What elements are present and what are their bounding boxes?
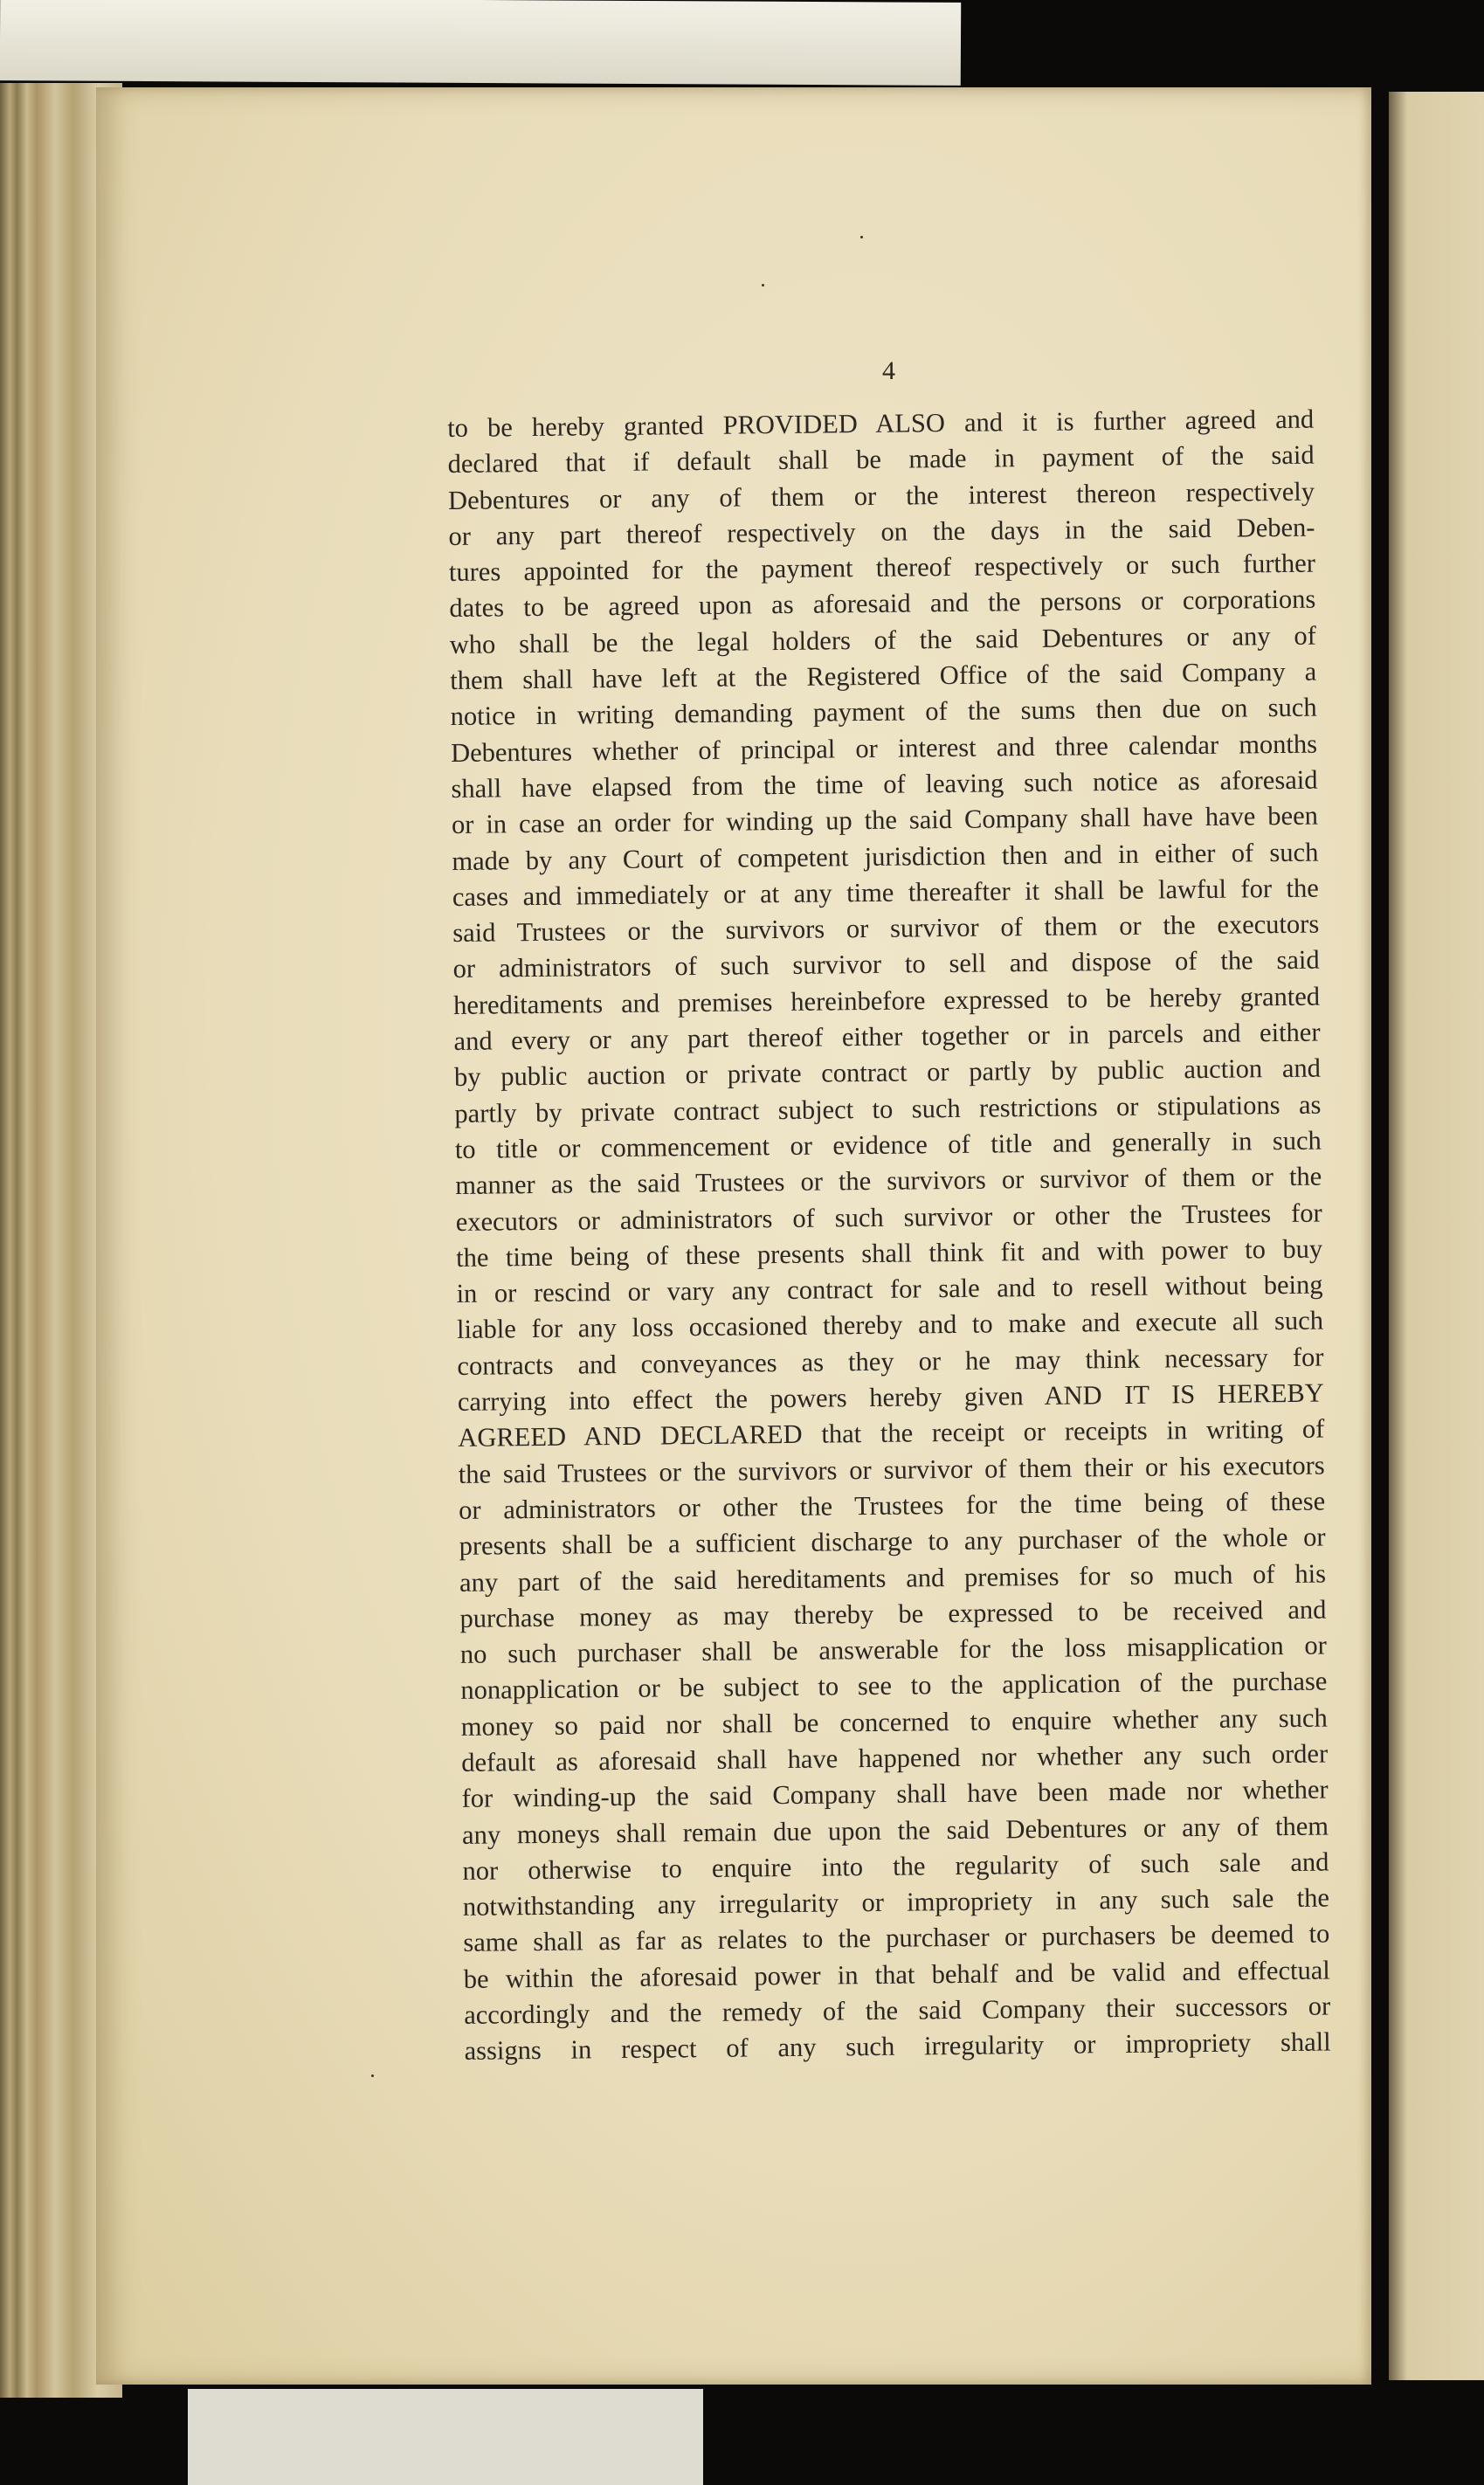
text-line: contracts and conveyances as they or he may think necessary for (457, 1342, 1324, 1381)
text-line: by public auction or private contract or partly by public auction and (453, 1053, 1322, 1093)
bottom-paper-strip (188, 2389, 703, 2485)
text-line: be within the aforesaid power in that behalf and be valid and effectual (463, 1955, 1330, 1994)
text-line: tures appointed for the payment thereof respectively or such further (448, 548, 1316, 588)
text-line: or administrators of such survivor to sell and dispose of the said (452, 945, 1320, 984)
text-line: made by any Court of competent jurisdiction then and in either of such (452, 837, 1319, 876)
ink-speck (860, 236, 863, 238)
text-line: manner as the said Trustees or the survivors or survivor of them or the (455, 1161, 1322, 1201)
text-line: nonapplication or be subject to see to the application of the purchase (460, 1666, 1328, 1706)
text-line: hereditaments and premises hereinbefore expressed to be hereby granted (452, 981, 1321, 1020)
text-line: carrying into effect the powers hereby given AND IT IS HEREBY (457, 1377, 1325, 1417)
text-line: nor otherwise to enquire into the regularity of such sale and (462, 1846, 1329, 1886)
text-line: or any part thereof respectively on the days in the said Deben- (448, 512, 1315, 551)
top-paper-strip (0, 0, 961, 86)
text-line: default as aforesaid shall have happened nor whether any such order (461, 1738, 1329, 1777)
text-line: partly by private contract subject to such restrictions or stipulations as (454, 1089, 1322, 1129)
text-line: for winding-up the said Company shall have been made nor whether (461, 1774, 1329, 1814)
text-line: notwithstanding any irregularity or impropriety in any such sale the (462, 1882, 1330, 1922)
ink-speck (371, 2074, 374, 2077)
text-line: or administrators or other the Trustees for the time being of these (459, 1486, 1326, 1525)
text-line: the time being of these presents shall think fit and with power to buy (455, 1233, 1323, 1273)
text-line: presents shall be a sufficient discharge to any purchaser of the whole or (459, 1522, 1326, 1562)
text-line: Debentures or any of them or the interest thereon respectively (447, 476, 1315, 515)
text-line: AGREED AND DECLARED that the receipt or receipts in writing of (458, 1413, 1325, 1453)
text-line: no such purchaser shall be answerable for the loss misapplication or (459, 1630, 1328, 1670)
text-line: or in case an order for winding up the said Company shall have have been (451, 800, 1319, 840)
text-line: executors or administrators of such survivor or other the Trustees for (455, 1198, 1322, 1237)
text-line: accordingly and the remedy of the said Company their successors or (464, 1991, 1331, 2030)
facing-page-edge (1389, 92, 1484, 2380)
ink-speck (762, 284, 764, 286)
text-line: who shall be the legal holders of the said Debentures or any of (449, 620, 1316, 659)
text-line: assigns in respect of any such irregularity or impropriety shall (464, 2026, 1331, 2067)
text-line: money so paid nor shall be concerned to enquire whether any such (460, 1702, 1328, 1742)
text-line: any moneys shall remain due upon the said Debentures or any of them (461, 1811, 1329, 1850)
text-line: shall have elapsed from the time of leaving such notice as aforesaid (451, 764, 1318, 804)
text-line: to be hereby granted PROVIDED ALSO and it is further agreed and (447, 404, 1315, 443)
text-line: and every or any part thereof either together or in parcels and either (453, 1017, 1321, 1057)
page-number: 4 (882, 356, 895, 385)
text-line: Debentures whether of principal or interest and three calendar months (450, 728, 1318, 768)
text-line: dates to be agreed upon as aforesaid and the persons or corporations (449, 584, 1316, 624)
text-line: notice in writing demanding payment of the sums then due on such (450, 692, 1317, 732)
text-line: to title or commencement or evidence of title and generally in such (454, 1125, 1322, 1164)
text-line: liable for any loss occasioned thereby and to make and execute all such (456, 1305, 1324, 1345)
text-line: declared that if default shall be made in payment of the said (447, 439, 1315, 480)
text-line: the said Trustees or the survivors or survivor of them their or his executors (458, 1450, 1325, 1489)
text-line: any part of the said hereditaments and premises for so much of his (459, 1558, 1327, 1598)
text-line: in or rescind or vary any contract for sale and to resell without being (456, 1269, 1323, 1309)
text-line: cases and immediately or at any time thereafter it shall be lawful for the (452, 873, 1319, 912)
body-text (447, 402, 1331, 2070)
text-line: said Trustees or the survivors or survivor of them or the executors (452, 908, 1320, 949)
text-line: purchase money as may thereby be expressed to be received and (459, 1594, 1327, 1633)
text-line: them shall have left at the Registered Office of the said Company a (450, 656, 1317, 696)
text-line: same shall as far as relates to the purchaser or purchasers be deemed to (463, 1918, 1330, 1958)
